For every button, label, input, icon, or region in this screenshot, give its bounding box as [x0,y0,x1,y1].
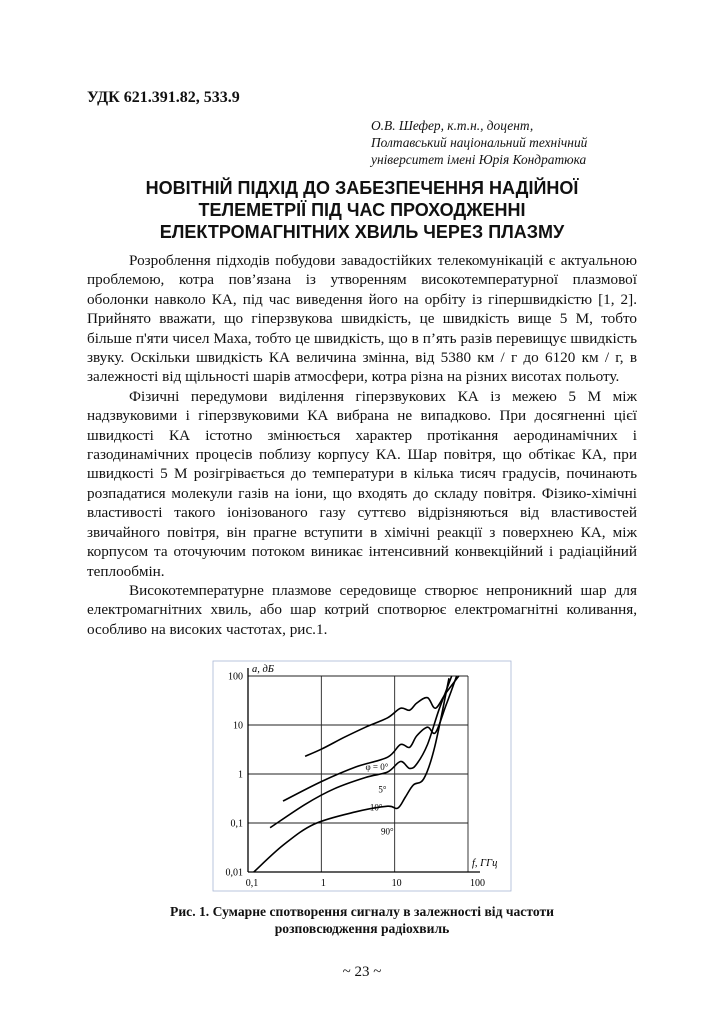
author-affiliation-line1: Полтавський національний технічний [371,135,588,150]
title-line-3: ЕЛЕКТРОМАГНІТНИХ ХВИЛЬ ЧЕРЕЗ ПЛАЗМУ [159,222,565,242]
author-name: О.В. Шефер, к.т.н., доцент, [371,118,534,133]
y-axis-label: а, дБ [252,664,275,675]
paragraph-2: Фізичні передумови виділення гіперзвукових КА із межею 5 М між надзвуковими і гіперзвуковими КА вибрана не випадково. При досягненні цієї швидкості КА істотно змінюється характер протікання аеродинамічних і газодинамічних процесів поблизу корпусу КА. Шар повітря, що обтікає КА, при швидкості 5 М розігрівається до температури в кілька тисяч градусів, починають розпадатися молекули газів на іони, що входять до складу повітря. Фізико-хімічні властивості такого іонізованого газу суттєво відрізняються від властивостей звичайного повітря, він прагне вступити в хімічні реакції з поверхнею КА, між корпусом та оточуючим потоком виникає інтенсивний конвекційний і радіаційний теплообмін. [87,387,637,580]
series-label-3: 10° [369,802,383,813]
y-tick-label: 100 [228,671,243,683]
series-label-2: 5° [378,784,387,795]
series-label-1: φ = 0° [365,762,389,773]
article-body [87,251,637,639]
y-tick-label: 0,1 [230,818,243,830]
author-affiliation-line2: університет імені Юрія Кондратюка [371,152,587,167]
caption-line-2: розповсюдження радіохвиль [274,921,450,936]
page-number: ~ 23 ~ [342,964,382,980]
y-tick-label: 1 [238,769,243,781]
caption-line-1: Рис. 1. Сумарне спотворення сигналу в залежності від частоти [170,904,554,919]
figure-1 [212,660,512,892]
x-tick-label: 1 [320,878,326,889]
y-tick-label: 0,01 [225,867,243,879]
title-line-1: НОВІТНІЙ ПІДХІД ДО ЗАБЕЗПЕЧЕННЯ НАДІЙНОЇ [145,178,579,198]
title-line-2: ТЕЛЕМЕТРІЇ ПІД ЧАС ПРОХОДЖЕННІ [198,200,526,220]
x-axis-label: f, ГГц [472,858,498,869]
x-tick-label: 0,1 [245,878,259,889]
series-line-2 [283,676,457,801]
udk-code: УДК 621.391.82, 533.9 [87,89,240,106]
series-line-4 [254,678,449,872]
author-block [371,117,587,168]
article-title [87,177,637,243]
paragraph-3: Високотемпературне плазмове середовище створює непроникний шар для електромагнітних хвиль, або шар котрий спотворює електромагнітні коливання, особливо на високих частотах, рис.1. [87,581,637,638]
figure-frame [213,661,511,891]
paragraph-1: Розроблення підходів побудови завадостійких телекомунікацій є актуальною проблемою, котра пов’язана із утворенням високотемпературної плазмової оболонки навколо КА, під час виведення його на орбіту із гіпершвидкістю [1, 2]. Прийнято вважати, що гіперзвукова швидкість, це швидкість вище 5 М, тобто більше п'яти чисел Маха, тобто це швидкість, що в п’ять разів перевищує швидкість звуку. Оскільки швидкість КА величина змінна, від 5380 км / г до 6120 км / г, в залежності від щільності шарів атмосфери, котра різна на різних висотах польоту. [87,252,637,386]
x-tick-label: 100 [470,878,485,889]
attenuation-chart [212,660,512,892]
y-tick-label: 10 [233,720,243,732]
series-label-4: 90° [380,826,394,837]
figure-caption [87,903,637,937]
x-tick-label: 10 [391,878,402,889]
